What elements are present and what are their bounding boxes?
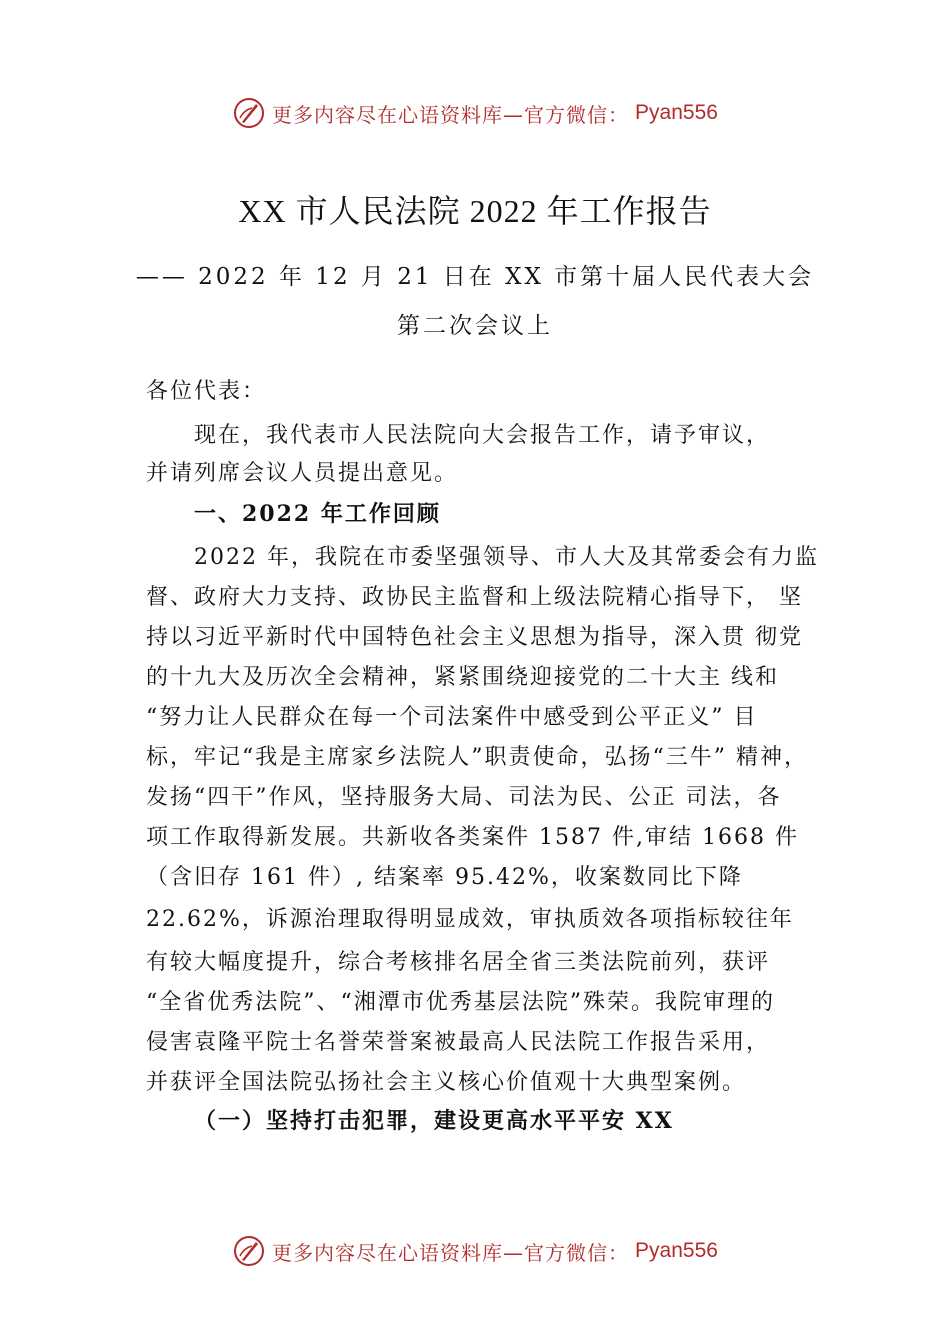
body-line: 的十九大及历次全会精神，紧紧围绕迎接党的二十大主 线和 bbox=[146, 665, 779, 690]
body-line: 有较大幅度提升，综合考核排名居全省三类法院前列，获评 bbox=[146, 950, 771, 975]
salutation: 各位代表： bbox=[146, 379, 267, 404]
header-watermark bbox=[0, 96, 950, 130]
body-line: “全省优秀法院”、“湘潭市优秀基层法院”殊荣。我院审理的 bbox=[146, 990, 775, 1015]
quill-logo-icon bbox=[232, 1234, 266, 1268]
body-line: 发扬“四干”作风，坚持服务大局、司法为民、公正 司法，各 bbox=[146, 785, 782, 810]
body-line: （含旧存 161 件）, 结案率 95.42%，收案数同比下降 bbox=[146, 865, 743, 890]
body-line: 标，牢记“我是主席家乡法院人”职责使命，弘扬“三牛” 精神， bbox=[146, 745, 808, 770]
intro-line: 并请列席会议人员提出意见。 bbox=[146, 461, 459, 486]
quill-logo-icon bbox=[232, 96, 266, 130]
watermark-text: 更多内容尽在心语资料库—官方微信： bbox=[272, 102, 630, 127]
document-subtitle-line2: 第二次会议上 bbox=[397, 313, 553, 339]
body-line: 侵害袁隆平院士名誉荣誉案被最高人民法院工作报告采用， bbox=[146, 1030, 771, 1055]
body-line: 2022 年，我院在市委坚强领导、市人大及其常委会有力监 bbox=[194, 545, 819, 570]
subsection-heading: （一）坚持打击犯罪，建设更高水平平安 XX bbox=[194, 1108, 674, 1134]
document-subtitle-line1: —— 2022 年 12 月 21 日在 XX 市第十届人民代表大会 bbox=[135, 264, 815, 290]
watermark-wechat-id: Pyan556 bbox=[635, 101, 718, 124]
section-heading: 一、2022 年工作回顾 bbox=[194, 501, 441, 527]
body-line: “努力让人民群众在每一个司法案件中感受到公平正义” 目 bbox=[146, 705, 758, 730]
footer-watermark bbox=[0, 1234, 950, 1268]
body-line: 项工作取得新发展。共新收各类案件 1587 件,审结 1668 件 bbox=[146, 825, 799, 850]
watermark-wechat-id: Pyan556 bbox=[635, 1239, 718, 1262]
body-line: 督、政府大力支持、政协民主监督和上级法院精心指导下， 坚 bbox=[146, 585, 803, 610]
body-line: 并获评全国法院弘扬社会主义核心价值观十大典型案例。 bbox=[146, 1070, 747, 1095]
intro-line: 现在，我代表市人民法院向大会报告工作，请予审议， bbox=[194, 423, 771, 448]
document-title: XX 市人民法院 2022 年工作报告 bbox=[238, 193, 712, 229]
body-line: 22.62%，诉源治理取得明显成效，审执质效各项指标较往年 bbox=[146, 907, 794, 932]
watermark-text: 更多内容尽在心语资料库—官方微信： bbox=[272, 1240, 630, 1265]
body-line: 持以习近平新时代中国特色社会主义思想为指导，深入贯 彻党 bbox=[146, 625, 803, 650]
